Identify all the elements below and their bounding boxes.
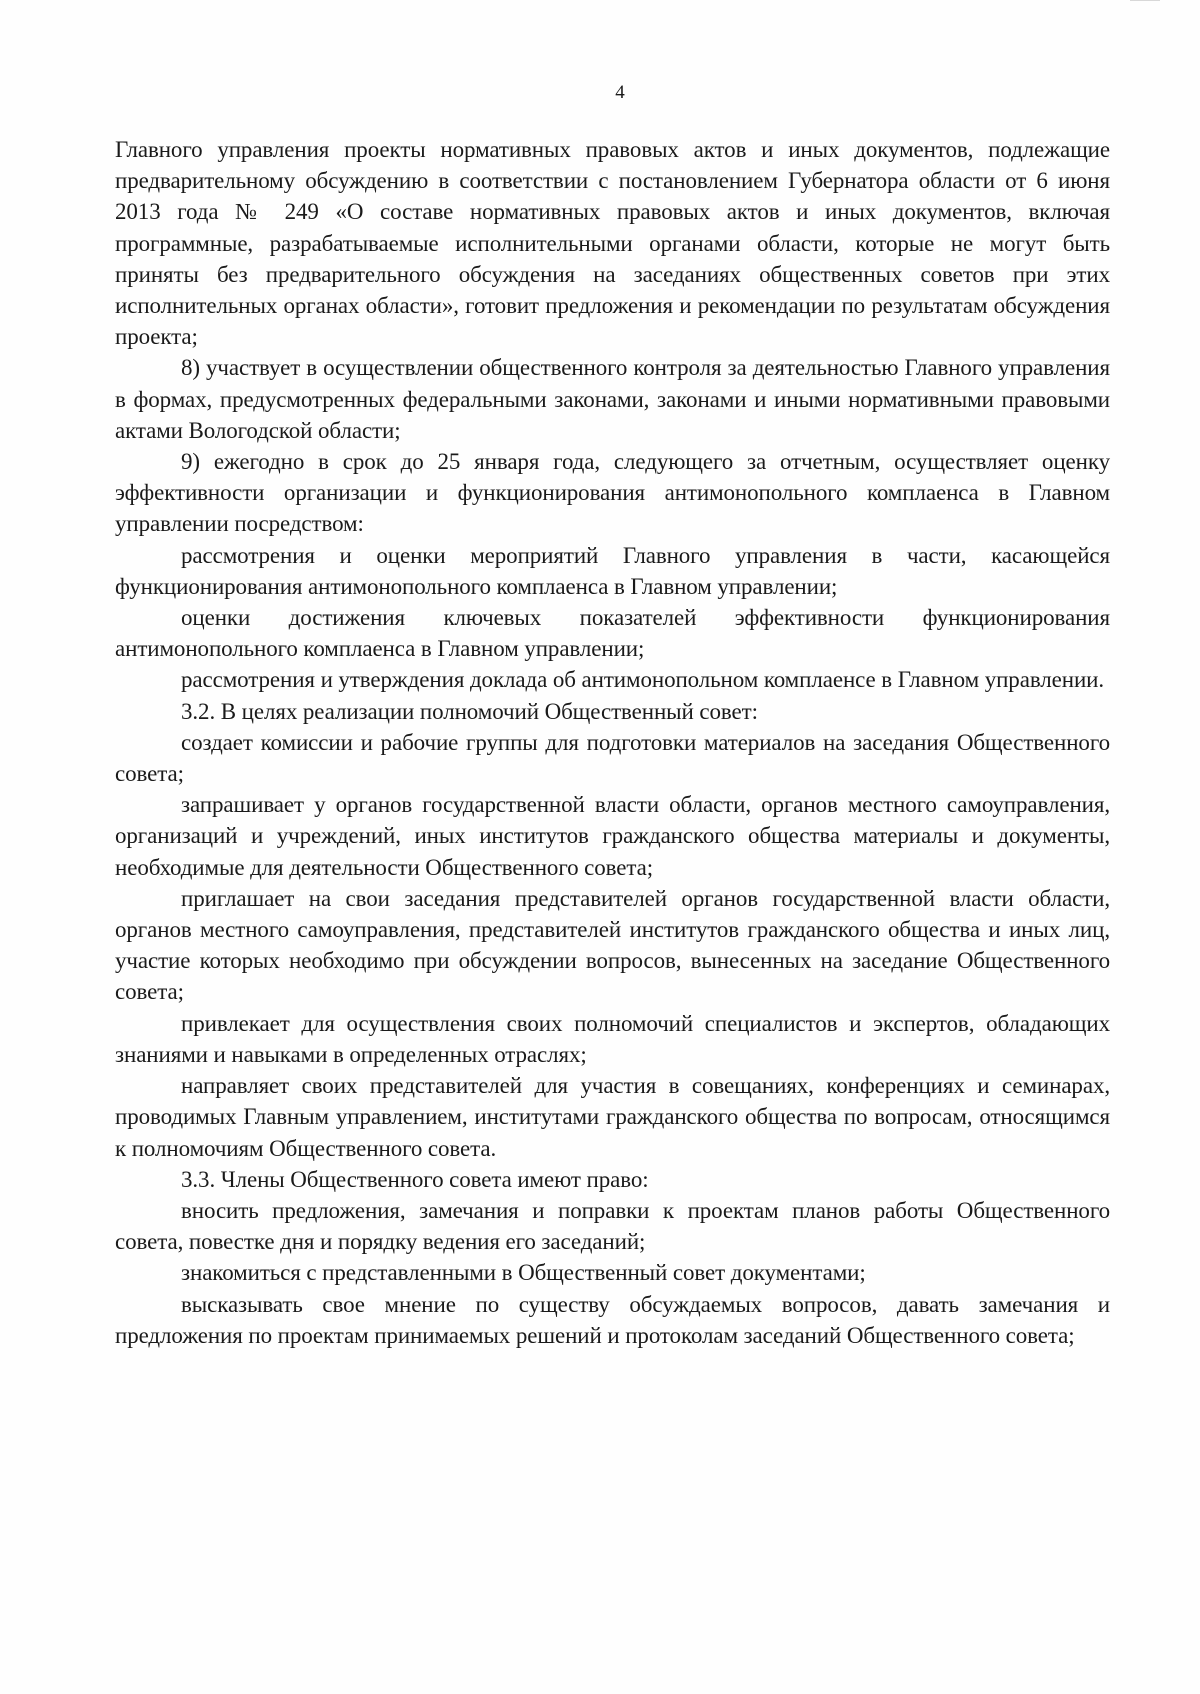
- paragraph: создает комиссии и рабочие группы для подготовки материалов на заседания Общественного совета;: [115, 729, 1110, 787]
- paragraph: вносить предложения, замечания и поправки к проектам планов работы Общественного совета, повестке дня и порядку ведения его заседаний;: [115, 1197, 1110, 1255]
- document-body: [115, 134, 1110, 1351]
- paragraph: высказывать свое мнение по существу обсуждаемых вопросов, давать замечания и предложения по проектам принимаемых решений и протоколам заседаний Общественного совета;: [115, 1291, 1110, 1348]
- section-heading-3-2: 3.2. В целях реализации полномочий Общественный совет:: [181, 698, 758, 724]
- paragraph: рассмотрения и оценки мероприятий Главного управления в части, касающейся функционирования антимонопольного комплаенса в Главном управлении;: [115, 542, 1110, 599]
- paragraph: оценки достижения ключевых показателей эффективности функционирования антимонопольного комплаенса в Главном управлении;: [115, 605, 1110, 662]
- scan-edge-mark: [1130, 0, 1160, 7]
- section-heading-3-3: 3.3. Члены Общественного совета имеют право:: [181, 1166, 649, 1192]
- paragraph: привлекает для осуществления своих полномочий специалистов и экспертов, обладающих знаниями и навыками в определенных отраслях;: [115, 1010, 1110, 1067]
- page-number: 4: [615, 82, 625, 103]
- paragraph: рассмотрения и утверждения доклада об антимонопольном комплаенсе в Главном управлении.: [181, 667, 1105, 693]
- paragraph: 8) участвует в осуществлении общественного контроля за деятельностью Главного управления в формах, предусмотренных федеральными законами, законами и иными нормативными правовыми актами Вологодской области;: [115, 355, 1110, 443]
- paragraph: запрашивает у органов государственной власти области, органов местного самоуправления, организаций и учреждений, иных институтов гражданского общества материалы и документы, необходимые для деятельности Общественного совета;: [115, 792, 1110, 880]
- paragraph: 9) ежегодно в срок до 25 января года, следующего за отчетным, осуществляет оценку эффективности организации и функционирования антимонопольного комплаенса в Главном управлении посредством:: [115, 449, 1110, 537]
- paragraph: направляет своих представителей для участия в совещаниях, конференциях и семинарах, проводимых Главным управлением, институтами гражданского общества по вопросам, относящимся к полномочиям Общественного совета.: [115, 1073, 1110, 1161]
- paragraph: приглашает на свои заседания представителей органов государственной власти области, органов местного самоуправления, представителей институтов гражданского общества и иных лиц, участие которых необходимо при обсуждении вопросов, вынесенных на заседание Общественного совета;: [115, 885, 1110, 1005]
- paragraph: знакомиться с представленными в Общественный совет документами;: [181, 1260, 866, 1286]
- paragraph: Главного управления проекты нормативных правовых актов и иных документов, подлежащие предварительному обсуждению в соответствии с постановлением Губернатора области от 6 июня 2013 года № 249 «О составе нормативных правовых актов и иных документов, включая программные, разрабатываемые исполнительными органами области, которые не могут быть приняты без предварительного обсуждения на заседаниях общественных советов при этих исполнительных органах области», готовит предложения и рекомендации по результатам обсуждения проекта;: [115, 137, 1110, 350]
